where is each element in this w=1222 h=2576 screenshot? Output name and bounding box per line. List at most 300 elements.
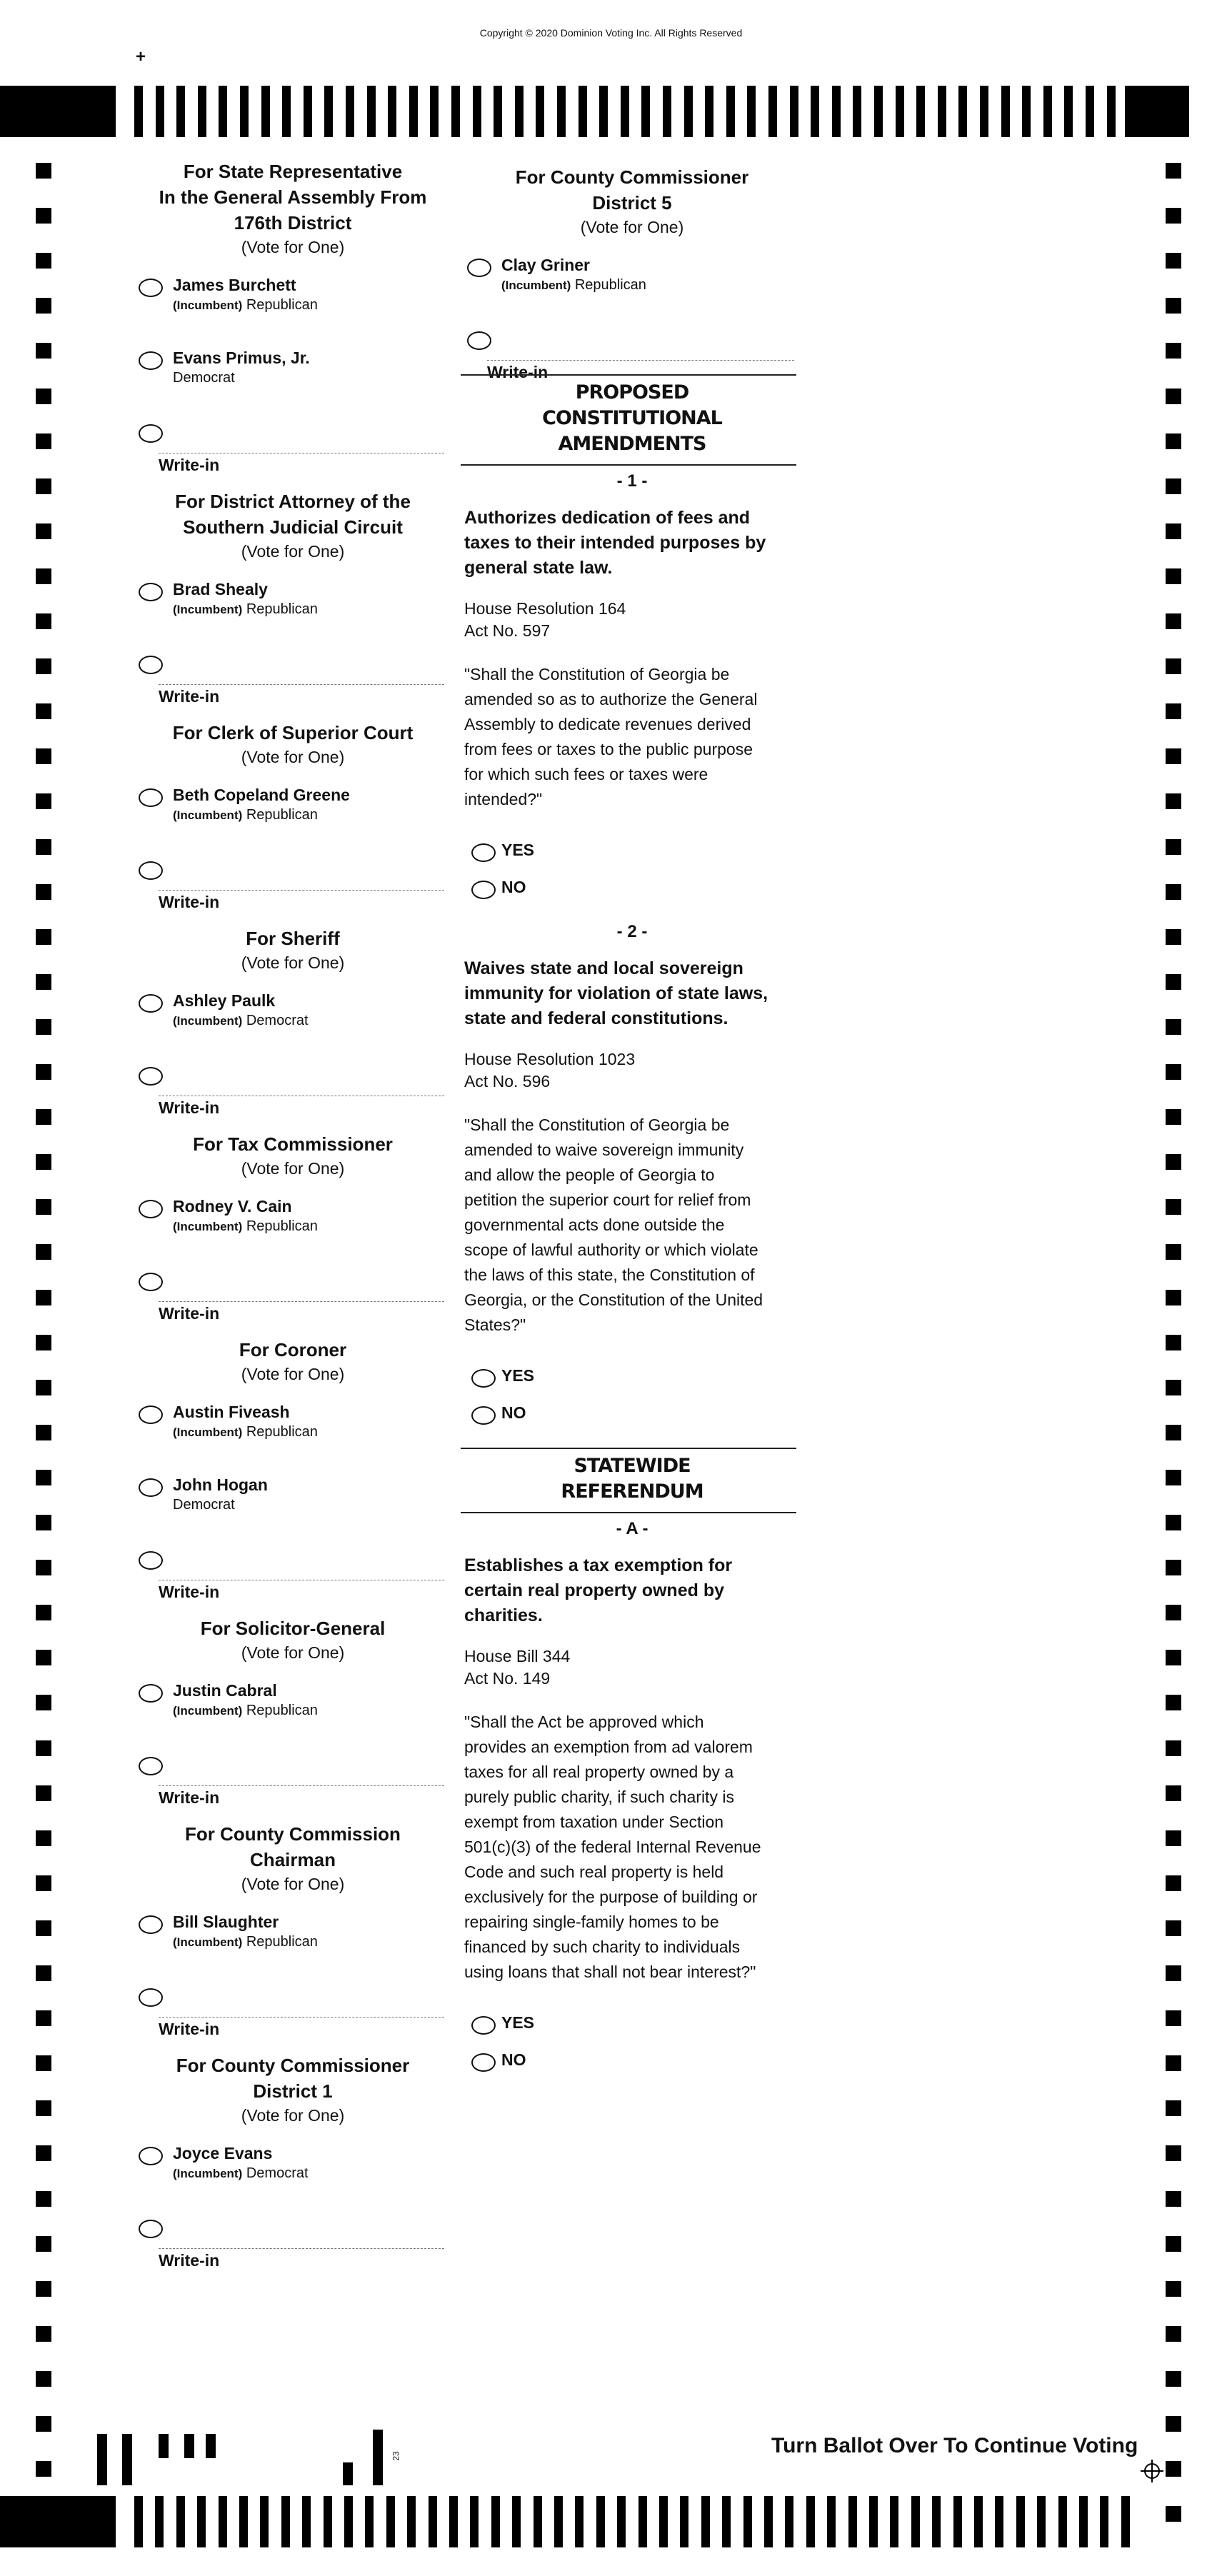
timing-mark bbox=[701, 2496, 710, 2547]
candidate-party bbox=[501, 276, 646, 295]
timing-mark bbox=[596, 2496, 605, 2547]
write-in-oval[interactable] bbox=[467, 331, 491, 350]
side-mark-right bbox=[1166, 1019, 1181, 1035]
party-name: Republican bbox=[246, 297, 318, 313]
contest-title-line: District 5 bbox=[592, 192, 672, 214]
candidate-name: Brad Shealy bbox=[173, 580, 268, 598]
question-line: taxes for all real property owned by a bbox=[464, 1763, 734, 1781]
timing-mark bbox=[407, 2496, 416, 2547]
timing-mark bbox=[938, 86, 946, 137]
side-mark-left bbox=[36, 2100, 51, 2116]
side-mark-right bbox=[1166, 2100, 1181, 2116]
timing-mark bbox=[785, 2496, 793, 2547]
timing-mark bbox=[896, 86, 904, 137]
side-mark-right bbox=[1166, 2236, 1181, 2252]
question-line: "Shall the Act be approved which bbox=[464, 1713, 704, 1731]
side-mark-right bbox=[1166, 2371, 1181, 2387]
ballot-code-number: 23 bbox=[391, 2451, 401, 2461]
timing-mark bbox=[617, 2496, 626, 2547]
contest-title-line: For County Commissioner bbox=[515, 166, 749, 188]
timing-mark bbox=[512, 2496, 521, 2547]
timing-mark bbox=[911, 2496, 920, 2547]
code-mark bbox=[343, 2462, 353, 2485]
candidate-party bbox=[173, 600, 318, 619]
incumbent-label: (Incumbent) bbox=[173, 1425, 243, 1439]
referendum-a-yes-oval[interactable] bbox=[471, 2016, 496, 2035]
amendments-heading-line: PROPOSED bbox=[575, 381, 689, 404]
write-in-oval[interactable] bbox=[139, 2220, 163, 2238]
incumbent-label: (Incumbent) bbox=[173, 603, 243, 616]
timing-mark bbox=[1128, 86, 1136, 137]
contest-title bbox=[136, 159, 450, 259]
timing-mark bbox=[134, 86, 143, 137]
incumbent-label: (Incumbent) bbox=[173, 1014, 243, 1028]
side-mark-left bbox=[36, 1290, 51, 1305]
side-mark-right bbox=[1166, 523, 1181, 539]
candidate-oval-4-0[interactable] bbox=[139, 1200, 163, 1218]
timing-mark bbox=[848, 2496, 857, 2547]
side-mark-left bbox=[36, 748, 51, 764]
timing-mark bbox=[1121, 2496, 1130, 2547]
timing-mark bbox=[304, 86, 312, 137]
timing-mark bbox=[764, 2496, 773, 2547]
write-in-line[interactable] bbox=[159, 1301, 444, 1302]
side-mark-left bbox=[36, 2010, 51, 2026]
question-line: from fees or taxes to the public purpose bbox=[464, 740, 753, 758]
write-in-oval[interactable] bbox=[139, 861, 163, 880]
timing-mark bbox=[980, 86, 988, 137]
timing-mark bbox=[916, 86, 925, 137]
party-name: Republican bbox=[246, 807, 318, 823]
side-mark-left bbox=[36, 1154, 51, 1170]
vote-for-one-label: (Vote for One) bbox=[241, 1875, 345, 1893]
side-mark-left bbox=[36, 2416, 51, 2432]
timing-mark bbox=[743, 2496, 752, 2547]
write-in-line[interactable] bbox=[159, 890, 444, 891]
timing-mark bbox=[974, 2496, 983, 2547]
side-mark-left bbox=[36, 1380, 51, 1395]
amendment-1-reference bbox=[464, 598, 800, 642]
timing-mark bbox=[1001, 86, 1010, 137]
timing-mark bbox=[953, 2496, 962, 2547]
amendment-1-summary bbox=[464, 506, 800, 581]
side-mark-right bbox=[1166, 2416, 1181, 2432]
write-in-label: Write-in bbox=[159, 1583, 220, 1601]
amendment-2-yes-oval[interactable] bbox=[471, 1369, 496, 1388]
side-mark-left bbox=[36, 1199, 51, 1215]
side-mark-right bbox=[1166, 1695, 1181, 1710]
question-line: "Shall the Constitution of Georgia be bbox=[464, 1116, 730, 1134]
write-in-line[interactable] bbox=[159, 2248, 444, 2249]
timing-mark bbox=[219, 86, 227, 137]
side-mark-right bbox=[1166, 1920, 1181, 1936]
timing-mark bbox=[1100, 2496, 1108, 2547]
timing-mark bbox=[684, 86, 693, 137]
side-mark-left bbox=[36, 478, 51, 494]
amendment-2-no-oval[interactable] bbox=[471, 1406, 496, 1425]
question-line: the laws of this state, the Constitution of bbox=[464, 1266, 755, 1284]
timing-mark bbox=[768, 86, 777, 137]
timing-mark bbox=[261, 86, 270, 137]
side-mark-left bbox=[36, 389, 51, 404]
timing-mark bbox=[473, 86, 481, 137]
timing-mark bbox=[726, 86, 735, 137]
timing-mark bbox=[1086, 86, 1094, 137]
side-mark-right bbox=[1166, 253, 1181, 269]
contest-title bbox=[136, 2053, 450, 2127]
side-mark-right bbox=[1166, 298, 1181, 314]
question-line: Code and such real property is held bbox=[464, 1863, 724, 1881]
reference-line: Act No. 149 bbox=[464, 1669, 551, 1688]
candidate-party bbox=[173, 1217, 318, 1236]
side-mark-right bbox=[1166, 1109, 1181, 1125]
timing-mark bbox=[449, 2496, 458, 2547]
timing-block-left bbox=[0, 2496, 116, 2547]
write-in-line[interactable] bbox=[159, 1785, 444, 1786]
side-mark-left bbox=[36, 298, 51, 314]
side-mark-left bbox=[36, 1695, 51, 1710]
party-name: Republican bbox=[246, 1218, 318, 1234]
timing-mark bbox=[575, 2496, 584, 2547]
side-mark-left bbox=[36, 2281, 51, 2297]
amendments-heading bbox=[464, 380, 800, 457]
timing-mark bbox=[536, 86, 544, 137]
timing-mark bbox=[494, 86, 502, 137]
write-in-oval[interactable] bbox=[139, 1067, 163, 1086]
summary-line: general state law. bbox=[464, 558, 613, 578]
side-mark-right bbox=[1166, 389, 1181, 404]
question-line: governmental acts done outside the bbox=[464, 1216, 725, 1234]
candidate-party bbox=[173, 806, 318, 825]
amendments-heading-line: CONSTITUTIONAL bbox=[542, 407, 722, 429]
amendment-1-yes-oval[interactable] bbox=[471, 843, 496, 862]
write-in-oval[interactable] bbox=[139, 1273, 163, 1291]
candidate-oval-5-1[interactable] bbox=[139, 1478, 163, 1497]
timing-mark bbox=[638, 2496, 647, 2547]
write-in-label: Write-in bbox=[159, 1788, 220, 1807]
side-mark-left bbox=[36, 884, 51, 900]
candidate-name: Ashley Paulk bbox=[173, 991, 276, 1010]
contest-title bbox=[136, 488, 450, 563]
incumbent-label: (Incumbent) bbox=[173, 808, 243, 822]
side-mark-left bbox=[36, 1560, 51, 1575]
candidate-oval-0-0[interactable] bbox=[139, 279, 163, 297]
referendum-a-no-label: NO bbox=[501, 2050, 526, 2069]
vote-for-one-label: (Vote for One) bbox=[241, 2106, 345, 2125]
side-mark-left bbox=[36, 1875, 51, 1891]
side-mark-left bbox=[36, 1425, 51, 1440]
side-mark-left bbox=[36, 1920, 51, 1936]
code-mark bbox=[97, 2434, 107, 2485]
timing-mark bbox=[198, 86, 206, 137]
vote-for-one-label: (Vote for One) bbox=[580, 218, 684, 236]
timing-mark bbox=[451, 86, 460, 137]
side-mark-right bbox=[1166, 1740, 1181, 1756]
write-in-oval[interactable] bbox=[139, 1757, 163, 1775]
side-mark-left bbox=[36, 1064, 51, 1080]
referendum-a-no-oval[interactable] bbox=[471, 2053, 496, 2072]
side-mark-left bbox=[36, 163, 51, 179]
question-line: States?" bbox=[464, 1315, 526, 1334]
referendum-a-question bbox=[464, 1710, 800, 1985]
candidate-party bbox=[173, 1495, 235, 1514]
side-mark-left bbox=[36, 658, 51, 674]
side-mark-right bbox=[1166, 568, 1181, 584]
contest-title bbox=[136, 1821, 450, 1895]
candidate-name: Clay Griner bbox=[501, 256, 590, 274]
side-mark-right bbox=[1166, 884, 1181, 900]
referendum-a-yes-label: YES bbox=[501, 2013, 535, 2032]
question-line: provides an exemption from ad valorem bbox=[464, 1738, 753, 1756]
timing-mark bbox=[197, 2496, 206, 2547]
side-mark-left bbox=[36, 1830, 51, 1846]
timing-mark bbox=[1107, 86, 1116, 137]
side-mark-left bbox=[36, 1515, 51, 1530]
side-mark-left bbox=[36, 793, 51, 809]
timing-mark bbox=[874, 86, 883, 137]
contest-title-line: Southern Judicial Circuit bbox=[183, 516, 403, 538]
candidate-party bbox=[173, 369, 235, 387]
side-mark-right bbox=[1166, 1785, 1181, 1801]
timing-mark bbox=[1058, 2496, 1067, 2547]
section-rule bbox=[461, 1512, 796, 1513]
side-mark-right bbox=[1166, 1199, 1181, 1215]
question-line: purely public charity, if such charity is bbox=[464, 1788, 734, 1806]
timing-mark bbox=[388, 86, 396, 137]
side-mark-right bbox=[1166, 1425, 1181, 1440]
side-mark-left bbox=[36, 1650, 51, 1665]
timing-mark bbox=[324, 86, 333, 137]
timing-mark bbox=[302, 2496, 311, 2547]
party-name: Democrat bbox=[173, 1497, 235, 1513]
question-line: financed by such charity to individuals bbox=[464, 1938, 741, 1956]
side-mark-left bbox=[36, 974, 51, 990]
candidate-oval-1-0[interactable] bbox=[139, 583, 163, 601]
question-line: amended so as to authorize the General bbox=[464, 690, 758, 708]
summary-line: Establishes a tax exemption for bbox=[464, 1555, 733, 1575]
question-line: petition the superior court for relief from bbox=[464, 1191, 751, 1209]
side-mark-right bbox=[1166, 1560, 1181, 1575]
side-mark-right bbox=[1166, 2326, 1181, 2342]
write-in-oval[interactable] bbox=[139, 1551, 163, 1570]
side-mark-right bbox=[1166, 208, 1181, 224]
timing-mark bbox=[722, 2496, 731, 2547]
contest-title-line: Chairman bbox=[250, 1849, 336, 1870]
side-mark-left bbox=[36, 568, 51, 584]
amendment-1-no-oval[interactable] bbox=[471, 881, 496, 899]
side-mark-left bbox=[36, 208, 51, 224]
reference-line: House Resolution 1023 bbox=[464, 1050, 636, 1068]
timing-mark bbox=[790, 86, 798, 137]
side-mark-left bbox=[36, 523, 51, 539]
summary-line: state and federal constitutions. bbox=[464, 1008, 728, 1028]
candidate-oval-r-0[interactable] bbox=[467, 259, 491, 277]
candidate-oval-2-0[interactable] bbox=[139, 788, 163, 807]
side-mark-left bbox=[36, 1470, 51, 1485]
side-mark-right bbox=[1166, 433, 1181, 449]
party-name: Republican bbox=[246, 601, 318, 617]
write-in-label: Write-in bbox=[159, 456, 220, 474]
timing-mark bbox=[827, 2496, 836, 2547]
amendment-1-number: - 1 - bbox=[616, 471, 648, 491]
contest-title-line: For County Commissioner bbox=[176, 2055, 410, 2076]
contest-title-line: For Coroner bbox=[239, 1339, 347, 1360]
question-line: "Shall the Constitution of Georgia be bbox=[464, 665, 730, 683]
timing-mark bbox=[958, 86, 967, 137]
side-mark-right bbox=[1166, 163, 1181, 179]
contest-title bbox=[136, 1131, 450, 1180]
code-mark bbox=[122, 2434, 132, 2485]
write-in-line[interactable] bbox=[487, 360, 794, 361]
candidate-oval-7-0[interactable] bbox=[139, 1915, 163, 1934]
question-line: exempt from taxation under Section bbox=[464, 1813, 724, 1831]
timing-mark bbox=[663, 86, 671, 137]
party-name: Republican bbox=[574, 277, 646, 293]
side-mark-right bbox=[1166, 2506, 1181, 2522]
amendment-2-question bbox=[464, 1113, 800, 1338]
incumbent-label: (Incumbent) bbox=[173, 1935, 243, 1949]
side-mark-right bbox=[1166, 2055, 1181, 2071]
candidate-oval-3-0[interactable] bbox=[139, 994, 163, 1013]
side-mark-right bbox=[1166, 1875, 1181, 1891]
timing-mark bbox=[1016, 2496, 1025, 2547]
candidate-name: Justin Cabral bbox=[173, 1681, 277, 1700]
question-line: 501(c)(3) of the federal Internal Revenue bbox=[464, 1838, 761, 1856]
timing-mark bbox=[554, 2496, 563, 2547]
summary-line: immunity for violation of state laws, bbox=[464, 983, 768, 1003]
side-mark-left bbox=[36, 433, 51, 449]
side-mark-right bbox=[1166, 2010, 1181, 2026]
timing-mark bbox=[599, 86, 608, 137]
vote-for-one-label: (Vote for One) bbox=[241, 1159, 345, 1178]
vote-for-one-label: (Vote for One) bbox=[241, 953, 345, 972]
timing-mark bbox=[470, 2496, 479, 2547]
candidate-oval-6-0[interactable] bbox=[139, 1684, 163, 1703]
contest-title-line: For District Attorney of the bbox=[175, 491, 411, 512]
side-mark-left bbox=[36, 1109, 51, 1125]
write-in-oval[interactable] bbox=[139, 656, 163, 674]
timing-mark bbox=[659, 2496, 668, 2547]
side-mark-right bbox=[1166, 343, 1181, 359]
referendum-a-number: - A - bbox=[616, 1519, 648, 1538]
turn-ballot-over-notice: Turn Ballot Over To Continue Voting bbox=[771, 2434, 1138, 2457]
summary-line: Authorizes dedication of fees and bbox=[464, 508, 751, 528]
question-line: and allow the people of Georgia to bbox=[464, 1166, 715, 1184]
question-line: for which such fees or taxes were bbox=[464, 765, 708, 783]
side-mark-right bbox=[1166, 1154, 1181, 1170]
timing-mark bbox=[1037, 2496, 1046, 2547]
side-mark-left bbox=[36, 929, 51, 945]
reference-line: House Bill 344 bbox=[464, 1647, 571, 1665]
candidate-oval-8-0[interactable] bbox=[139, 2147, 163, 2165]
write-in-label: Write-in bbox=[159, 2251, 220, 2270]
candidate-oval-0-1[interactable] bbox=[139, 351, 163, 370]
party-name: Republican bbox=[246, 1703, 318, 1718]
incumbent-label: (Incumbent) bbox=[173, 2167, 243, 2180]
registration-plus-mark: + bbox=[136, 47, 146, 66]
side-mark-right bbox=[1166, 1244, 1181, 1260]
side-mark-right bbox=[1166, 613, 1181, 629]
crosshair-registration-icon bbox=[1140, 2459, 1164, 2483]
side-mark-right bbox=[1166, 929, 1181, 945]
timing-mark bbox=[1043, 86, 1052, 137]
timing-mark bbox=[557, 86, 566, 137]
timing-mark bbox=[890, 2496, 898, 2547]
question-line: Georgia, or the Constitution of the United bbox=[464, 1290, 763, 1309]
write-in-label: Write-in bbox=[487, 363, 549, 381]
timing-mark bbox=[832, 86, 841, 137]
timing-mark bbox=[705, 86, 713, 137]
section-rule bbox=[461, 464, 796, 466]
summary-line: taxes to their intended purposes by bbox=[464, 533, 766, 553]
contest-title bbox=[136, 1615, 450, 1664]
side-mark-right bbox=[1166, 1335, 1181, 1350]
write-in-line[interactable] bbox=[159, 2017, 444, 2018]
timing-mark bbox=[579, 86, 587, 137]
timing-mark bbox=[260, 2496, 269, 2547]
vote-for-one-label: (Vote for One) bbox=[241, 238, 345, 256]
side-mark-right bbox=[1166, 2281, 1181, 2297]
reference-line: Act No. 597 bbox=[464, 621, 551, 640]
side-mark-left bbox=[36, 613, 51, 629]
write-in-line[interactable] bbox=[159, 684, 444, 685]
candidate-party bbox=[173, 296, 318, 315]
timing-mark bbox=[1064, 86, 1073, 137]
timing-mark bbox=[515, 86, 524, 137]
write-in-label: Write-in bbox=[159, 687, 220, 706]
side-mark-right bbox=[1166, 658, 1181, 674]
candidate-oval-5-0[interactable] bbox=[139, 1405, 163, 1424]
timing-mark bbox=[176, 86, 185, 137]
candidate-name: Joyce Evans bbox=[173, 2144, 273, 2162]
amendment-2-summary bbox=[464, 956, 800, 1031]
contest-title-line: For Tax Commissioner bbox=[193, 1133, 393, 1155]
timing-mark bbox=[156, 86, 164, 137]
reference-line: Act No. 596 bbox=[464, 1072, 551, 1091]
write-in-oval[interactable] bbox=[139, 424, 163, 443]
timing-mark bbox=[491, 2496, 500, 2547]
side-mark-left bbox=[36, 2191, 51, 2207]
party-name: Republican bbox=[246, 1934, 318, 1950]
timing-mark bbox=[155, 2496, 164, 2547]
timing-mark bbox=[1079, 2496, 1088, 2547]
write-in-label: Write-in bbox=[159, 893, 220, 911]
party-name: Democrat bbox=[246, 1013, 309, 1028]
timing-mark bbox=[409, 86, 418, 137]
section-rule bbox=[461, 1448, 796, 1449]
side-mark-left bbox=[36, 2326, 51, 2342]
question-line: exclusively for the purpose of building or bbox=[464, 1888, 758, 1906]
question-line: repairing single-family homes to be bbox=[464, 1913, 719, 1931]
side-mark-left bbox=[36, 703, 51, 719]
timing-mark bbox=[344, 2496, 353, 2547]
write-in-oval[interactable] bbox=[139, 1988, 163, 2007]
incumbent-label: (Incumbent) bbox=[173, 1220, 243, 1233]
vote-for-one-label: (Vote for One) bbox=[241, 1365, 345, 1383]
side-mark-right bbox=[1166, 974, 1181, 990]
timing-mark bbox=[621, 86, 629, 137]
amendment-2-no-label: NO bbox=[501, 1403, 526, 1422]
party-name: Democrat bbox=[173, 370, 235, 386]
candidate-party bbox=[173, 1011, 309, 1031]
side-mark-right bbox=[1166, 1290, 1181, 1305]
contest-title-line: For Sheriff bbox=[246, 928, 340, 949]
write-in-label: Write-in bbox=[159, 2020, 220, 2038]
timing-mark bbox=[534, 2496, 542, 2547]
timing-mark bbox=[346, 86, 354, 137]
question-line: intended?" bbox=[464, 790, 543, 808]
timing-mark bbox=[811, 86, 819, 137]
